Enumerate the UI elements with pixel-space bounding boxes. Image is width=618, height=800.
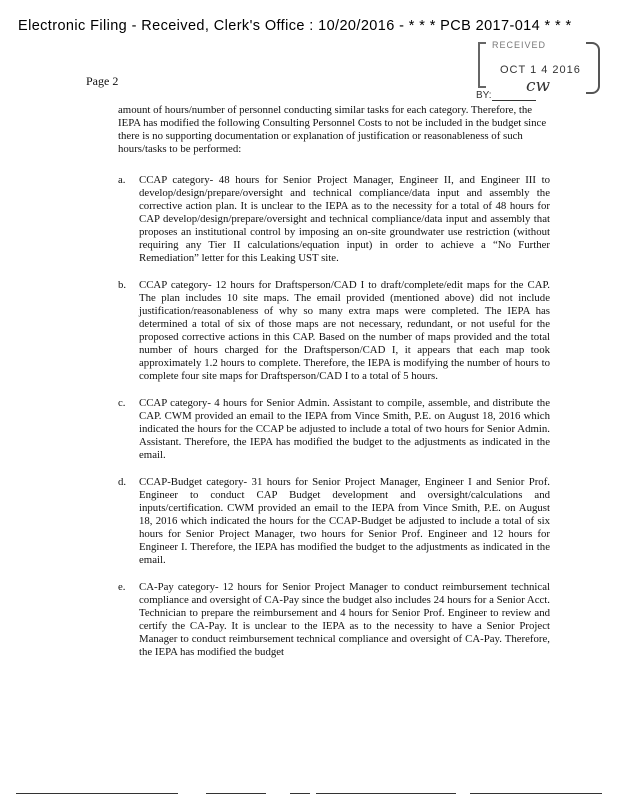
cost-items-list (118, 174, 550, 659)
efiling-header: Electronic Filing - Received, Clerk's Office : 10/20/2016 - * * * PCB 2017-014 * * * (18, 18, 572, 34)
list-item (118, 174, 550, 265)
item-marker: c. (118, 397, 126, 409)
footer-rule (290, 793, 310, 794)
item-text: CCAP category- 48 hours for Senior Project Manager, Engineer II, and Engineer III to develop/design/prepare/oversight and technical compliance/data input and assembly the corrective action plan. It is unclear to the IEPA as to the necessity for a total of 48 hours for CAP develop/design/prepare/oversight and technical compliance/data input and assembly that proposes an institutional control by imposing an on-site groundwater use restriction (without requiring any Tier II calculations/equation input) in order to achieve a “No Further Remediation” letter for this Leaking UST site. (139, 174, 550, 264)
stamp-bracket-right (586, 42, 600, 94)
footer-rule (470, 793, 602, 794)
received-stamp (478, 38, 600, 100)
item-marker: a. (118, 174, 126, 186)
list-item (118, 581, 550, 659)
footer-rule (316, 793, 456, 794)
item-marker: d. (118, 476, 127, 488)
item-text: CCAP category- 12 hours for Draftsperson/CAD I to draft/complete/edit maps for the CAP. The plan includes 10 site maps. The email provided (mentioned above) did not include justification/reasonableness of why so many extra maps were completed. The IEPA has determined a total of six of those maps are not necessary, redundant, or not useful for the proposed corrective actions in this CAP. Based on the number of maps provided and the total number of hours charged for the Draftsperson/CAD I, it appears that each map took approximately 1.2 hours to complete. Therefore, the IEPA is modifying the number of hours to complete four site maps for Draftsperson/CAD I to a total of 5 hours. (139, 279, 550, 382)
list-item (118, 397, 550, 462)
list-item (118, 279, 550, 383)
item-text: CCAP category- 4 hours for Senior Admin. Assistant to compile, assemble, and distribute the CAP. CWM provided an email to the IEPA from Vince Smith, P.E. on August 18, 2016 which indicated the hours for the CCAP be adjusted to include a total of two hours for Senior Admin. Assistant. Therefore, the IEPA has modified the budget to the adjustments as indicated in the email. (139, 397, 550, 461)
page-number: Page 2 (86, 74, 119, 88)
footer-rule (206, 793, 266, 794)
intro-paragraph: amount of hours/number of personnel conducting similar tasks for each category. Therefore, the IEPA has modified the following Consulting Personnel Costs to not be included in the budget since there is no supporting documentation or explanation of justification or reasonableness of such hours/tasks to be performed: (118, 104, 547, 155)
item-text: CA-Pay category- 12 hours for Senior Project Manager to conduct reimbursement technical compliance and oversight of CA-Pay since the budget also includes 24 hours for a Senior Acct. Technician to prepare the reimbursement and 4 hours for Senior Prof. Engineer to review and certify the CA-Pay. It is unclear to the IEPA as to the necessity to have a Senior Project Manager to conduct reimbursement technical compliance and oversight of CA-Pay. Therefore, the IEPA has modified the budget (139, 581, 550, 658)
stamp-by-label: BY: (476, 90, 492, 101)
stamp-date: OCT 1 4 2016 (500, 64, 581, 76)
item-text: CCAP-Budget category- 31 hours for Senior Project Manager, Engineer I and Senior Prof. Engineer to conduct CAP Budget development and oversight/calculations and inputs/certification. CWM provided an email to the IEPA from Vince Smith, P.E. on August 18, 2016 which indicated the hours for the CCAP-Budget be adjusted to include a total of six hours for Senior Project Manager, two hours for Senior Prof. Engineer and 12 hours for Engineer I. Therefore, the IEPA has modified the budget to the adjustments as indicated in the email. (139, 476, 550, 566)
item-marker: b. (118, 279, 127, 291)
item-marker: e. (118, 581, 126, 593)
stamp-bracket-left (478, 42, 486, 88)
stamp-received-text: RECEIVED (492, 40, 547, 50)
list-item (118, 476, 550, 567)
stamp-signature-line (492, 100, 536, 101)
letter-body (118, 104, 550, 673)
footer-rule (16, 793, 178, 794)
stamp-signature: cw (526, 76, 551, 96)
